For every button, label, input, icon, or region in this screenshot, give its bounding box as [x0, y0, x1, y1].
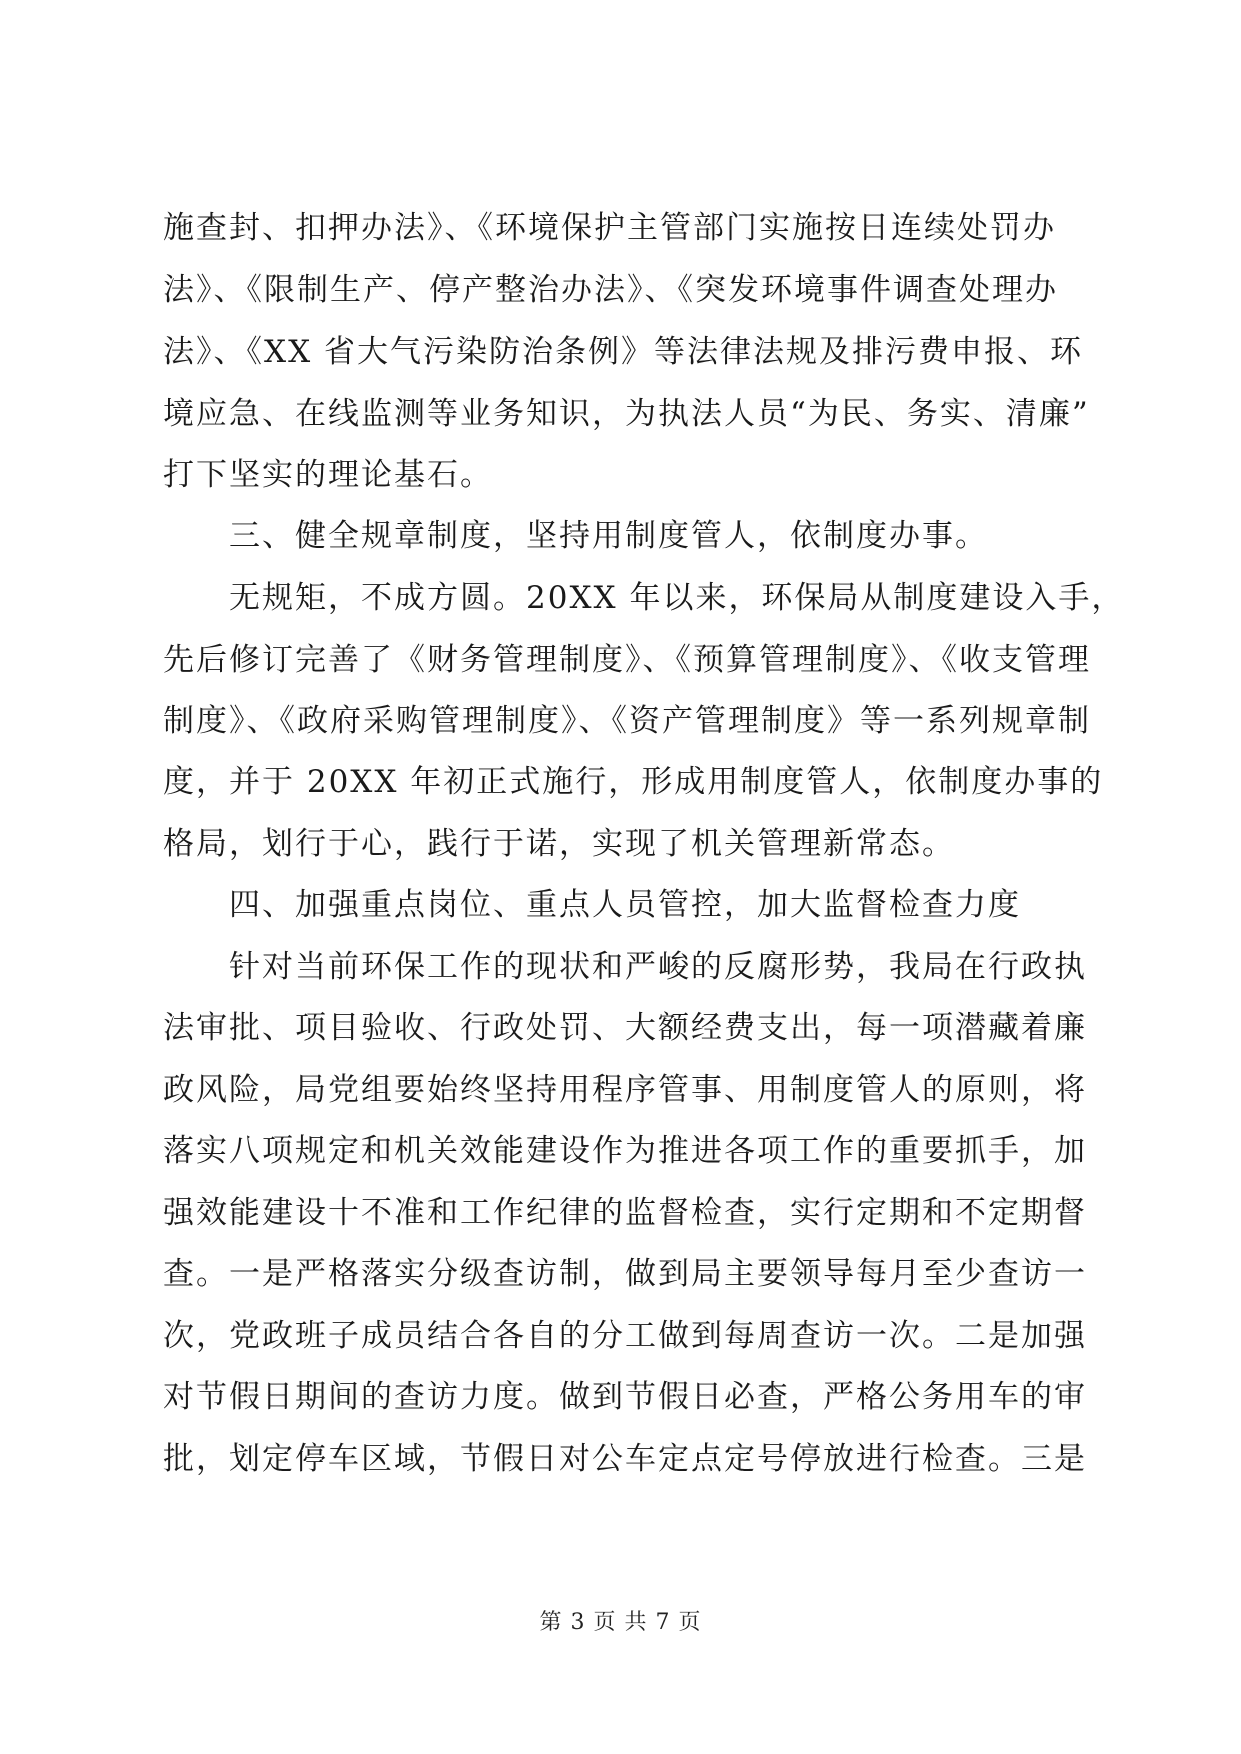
body-line: 对节假日期间的查访力度。做到节假日必查，严格公务用车的审 [163, 1379, 1087, 1415]
body-line: 次，党政班子成员结合各自的分工做到每周查访一次。二是加强 [163, 1318, 1087, 1354]
body-line: 先后修订完善了《财务管理制度》、《预算管理制度》、《收支管理 [163, 642, 1091, 678]
body-line: 打下坚实的理论基石。 [163, 457, 493, 493]
body-line: 度，并于 20XX 年初正式施行，形成用制度管人，依制度办事的 [163, 764, 1104, 800]
body-line: 法》、《限制生产、停产整治办法》、《突发环境事件调查处理办 [163, 272, 1058, 308]
section-heading-3: 三、健全规章制度，坚持用制度管人，依制度办事。 [163, 518, 988, 554]
body-line: 法》、《XX 省大气污染防治条例》等法律法规及排污费申报、环 [163, 334, 1083, 370]
body-line: 政风险，局党组要始终坚持用程序管事、用制度管人的原则，将 [163, 1072, 1087, 1108]
body-line: 强效能建设十不准和工作纪律的监督检查，实行定期和不定期督 [163, 1195, 1087, 1231]
body-line: 针对当前环保工作的现状和严峻的反腐形势，我局在行政执 [163, 949, 1087, 985]
body-line: 格局，划行于心，践行于诺，实现了机关管理新常态。 [163, 826, 955, 862]
body-line: 落实八项规定和机关效能建设作为推进各项工作的重要抓手，加 [163, 1133, 1087, 1169]
page-number-footer: 第 3 页 共 7 页 [539, 1610, 702, 1635]
body-line: 境应急、在线监测等业务知识，为执法人员“为民、务实、清廉” [163, 396, 1090, 432]
body-line: 查。一是严格落实分级查访制，做到局主要领导每月至少查访一 [163, 1256, 1087, 1292]
section-heading-4: 四、加强重点岗位、重点人员管控，加大监督检查力度 [163, 887, 1021, 923]
body-line: 施查封、扣押办法》、《环境保护主管部门实施按日连续处罚办 [163, 210, 1056, 246]
body-line: 无规矩，不成方圆。20XX 年以来，环保局从制度建设入手， [163, 580, 1125, 616]
body-line: 制度》、《政府采购管理制度》、《资产管理制度》等一系列规章制 [163, 703, 1091, 739]
body-line: 批，划定停车区域，节假日对公车定点定号停放进行检查。三是 [163, 1441, 1087, 1477]
body-line: 法审批、项目验收、行政处罚、大额经费支出，每一项潜藏着廉 [163, 1010, 1087, 1046]
